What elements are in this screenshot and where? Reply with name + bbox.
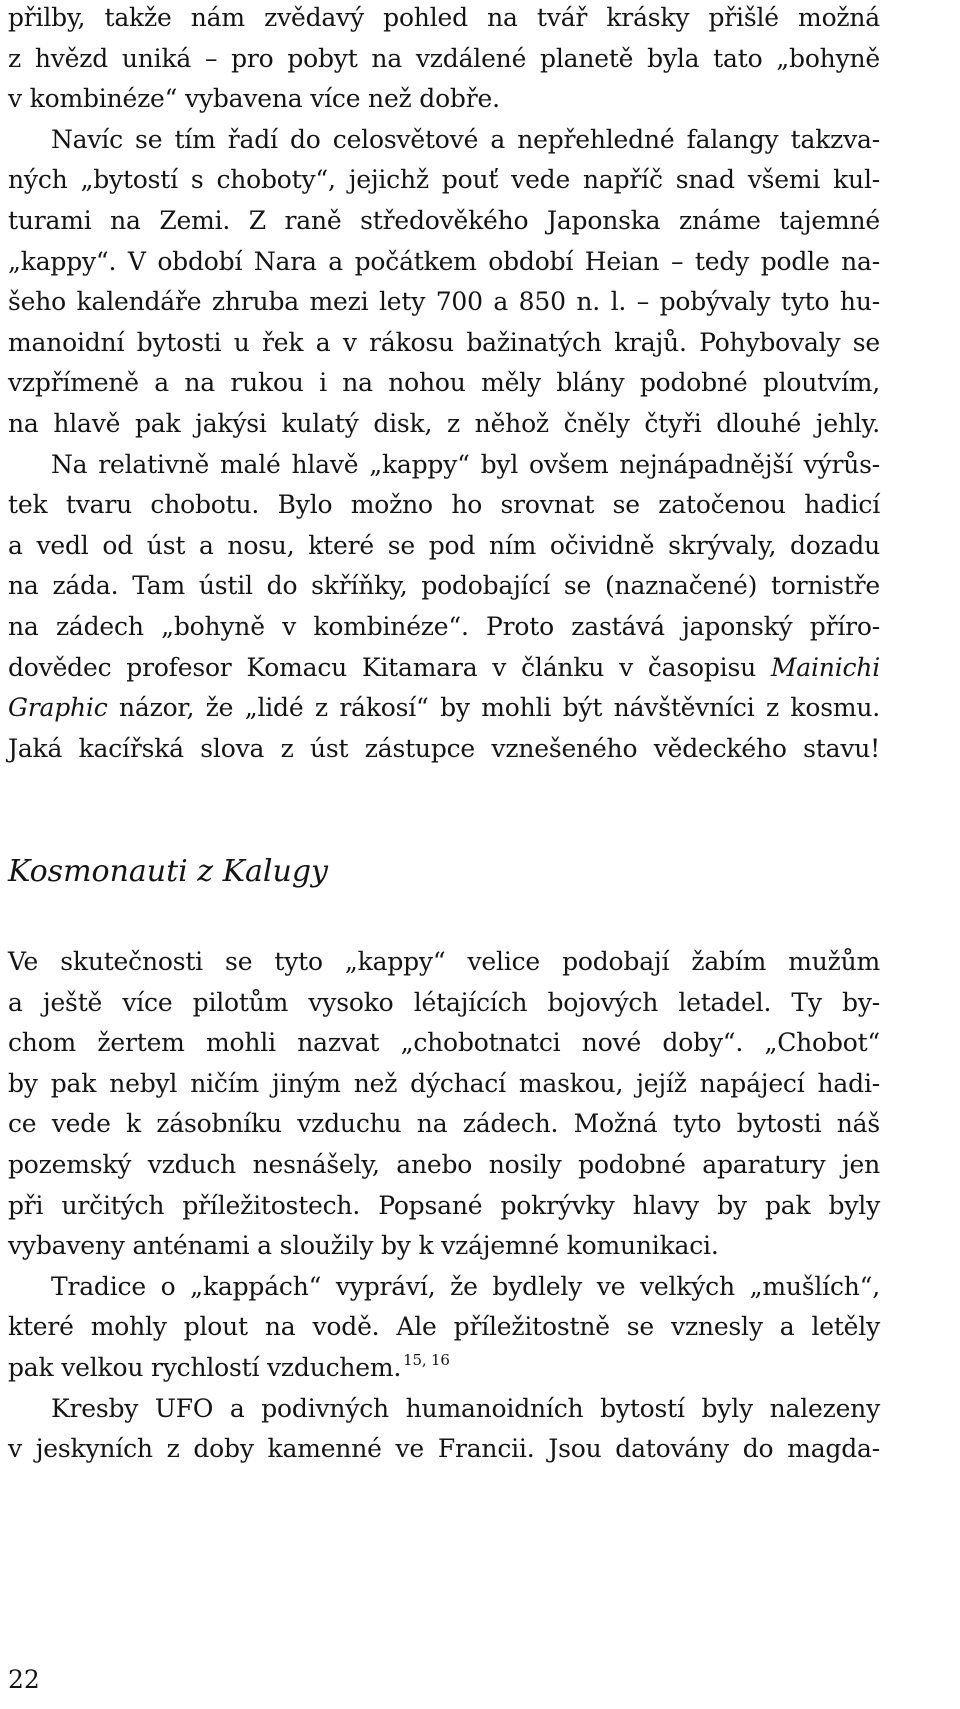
text-line-content: Kresby UFO a podivných humanoidních bytostí byly nalezeny <box>51 1393 880 1423</box>
text-line-content: pak velkou rychlostí vzduchem. <box>8 1353 402 1382</box>
text-line <box>8 686 880 730</box>
text-line <box>8 158 880 202</box>
text-line <box>51 1387 880 1431</box>
text-line-content: vzpřímeně a na rukou i na nohou měly blány podobné ploutvím, <box>8 368 880 398</box>
text-line-content: v jeskyních z doby kamenné ve Francii. Jsou datovány do magda- <box>8 1434 880 1464</box>
text-line <box>8 1102 880 1146</box>
text-line-content: ce vede k zásobníku vzduchu na zádech. Možná tyto bytosti náš <box>8 1109 880 1139</box>
text-line <box>8 605 880 649</box>
text-line <box>8 1062 880 1106</box>
text-line <box>8 1021 880 1065</box>
text-line-content: šeho kalendáře zhruba mezi lety 700 a 850 n. l. – pobývaly tyto hu- <box>8 287 880 317</box>
text-line-content: by pak nebyl ničím jiným než dýchací maskou, jejíž napájecí hadi- <box>8 1068 880 1098</box>
text-line <box>8 940 880 984</box>
text-line <box>8 1224 719 1268</box>
text-line-content: chom žertem mohli nazvat „chobotnatci nové doby“. „Chobot“ <box>8 1028 880 1058</box>
text-line <box>8 564 880 608</box>
text-line-content: na hlavě pak jakýsi kulatý disk, z něhož čněly čtyři dlouhé jehly. <box>8 409 880 438</box>
text-line <box>8 1305 880 1349</box>
text-line-content: Navíc se tím řadí do celosvětové a nepřehledné falangy takzva- <box>51 124 880 154</box>
text-line-content: na záda. Tam ústil do skříňky, podobající se (naznačené) tornistře <box>8 571 880 601</box>
text-line-content: vybaveny anténami a sloužily by k vzájemné komunikaci. <box>8 1231 719 1261</box>
text-line-content: pozemský vzduch nesnášely, anebo nosily podobné aparatury jen <box>8 1150 880 1179</box>
text-line-content: manoidní bytosti u řek a v rákosu bažinatých krajů. Pohybovaly se <box>8 327 880 357</box>
text-line-content: Graphic názor, že „lidé z rákosí“ by mohli být návštěvníci z kosmu. <box>8 693 880 723</box>
page-number: 22 <box>8 1665 40 1694</box>
text-line <box>8 727 880 771</box>
text-line <box>8 361 880 405</box>
text-line-content: Ve skutečnosti se tyto „kappy“ velice podobají žabím mužům <box>8 947 880 976</box>
text-line-content: Tradice o „kappách“ vypráví, že bydlely ve velkých „mušlích“, <box>51 1271 880 1301</box>
text-line <box>8 646 880 690</box>
text-line <box>8 524 880 568</box>
text-line-content: „kappy“. V období Nara a počátkem období Heian – tedy podle na- <box>8 246 880 276</box>
text-line-content: v kombinéze“ vybavena více než dobře. <box>8 84 500 114</box>
text-line <box>8 77 500 121</box>
text-line-content: Na relativně malé hlavě „kappy“ byl ovšem nejnápadnější výrůs- <box>51 449 880 479</box>
text-line <box>8 1427 880 1471</box>
text-line-content: přilby, takže nám zvědavý pohled na tvář krásky přišlé možná <box>8 3 880 32</box>
text-line <box>8 402 880 446</box>
text-line-content: na zádech „bohyně v kombinéze“. Proto zastává japonský příro- <box>8 612 880 641</box>
footnote-reference: 15, 16 <box>403 1351 450 1369</box>
text-line-content: a vedl od úst a nosu, které se pod ním očividně skrývaly, dozadu <box>8 530 880 560</box>
text-line <box>8 0 880 40</box>
text-line-content: a ještě více pilotům vysoko létajících bojových letadel. Ty by- <box>8 987 880 1017</box>
text-line <box>8 280 880 324</box>
text-line-content: ných „bytostí s choboty“, jejichž pouť vede napříč snad všemi kul- <box>8 165 880 195</box>
text-line <box>51 443 880 487</box>
section-heading: Kosmonauti z Kalugy <box>8 854 328 889</box>
text-line-content: Jaká kacířská slova z úst zástupce vznešeného vědeckého stavu! <box>8 733 880 763</box>
text-line <box>8 240 880 284</box>
text-line <box>8 1346 450 1390</box>
text-line <box>8 199 880 243</box>
text-line-content: dovědec profesor Komacu Kitamara v článku v časopisu Mainichi <box>8 652 880 682</box>
text-line <box>8 981 880 1025</box>
text-line-content: při určitých příležitostech. Popsané pokrývky hlavy by pak byly <box>8 1190 880 1220</box>
text-line <box>51 1265 880 1309</box>
text-line <box>8 1143 880 1187</box>
text-line-content: z hvězd uniká – pro pobyt na vzdálené planetě byla tato „bohyně <box>8 43 880 73</box>
text-line <box>51 118 880 162</box>
text-line <box>8 321 880 365</box>
text-line <box>8 483 880 527</box>
text-line <box>8 1184 880 1228</box>
text-line-content: tek tvaru chobotu. Bylo možno ho srovnat se zatočenou hadicí <box>8 490 880 520</box>
text-line-content: turami na Zemi. Z raně středověkého Japonska známe tajemné <box>8 206 880 235</box>
text-line-content: které mohly plout na vodě. Ale příležitostně se vznesly a letěly <box>8 1312 880 1342</box>
text-line <box>8 37 880 81</box>
